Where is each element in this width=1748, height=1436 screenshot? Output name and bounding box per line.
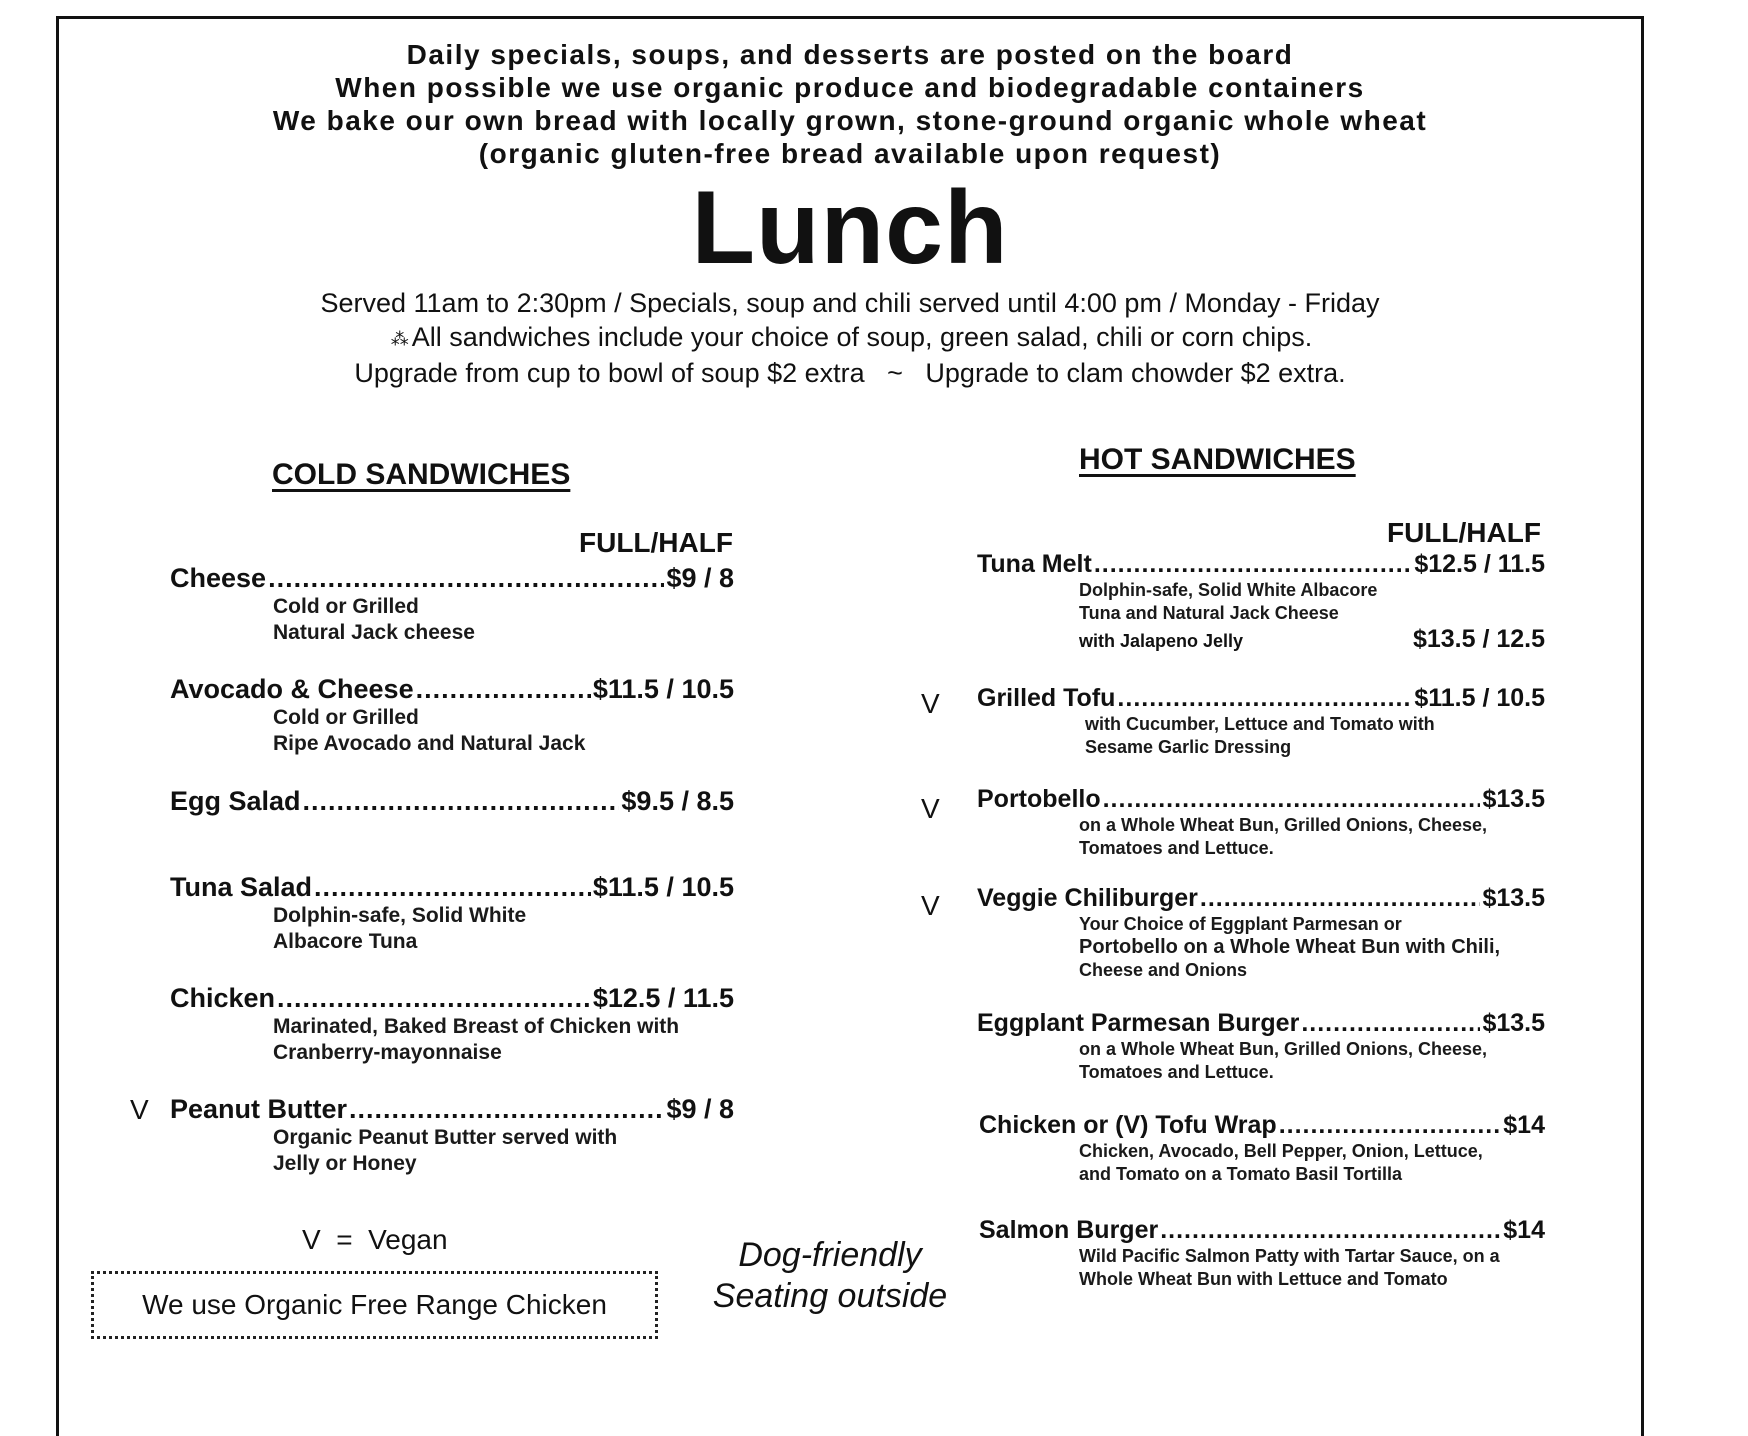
item-desc: Natural Jack cheese bbox=[273, 621, 475, 644]
item-price: $9.5 / 8.5 bbox=[621, 786, 734, 816]
item-desc: Jelly or Honey bbox=[273, 1152, 417, 1175]
item-price: $12.5 / 11.5 bbox=[592, 983, 734, 1013]
item-price: $14 bbox=[1503, 1216, 1545, 1244]
asterisk-icon: ⁂ bbox=[390, 328, 409, 349]
item-name: Grilled Tofu bbox=[977, 684, 1116, 712]
item-desc: Cold or Grilled bbox=[273, 595, 419, 618]
item-desc: Whole Wheat Bun with Lettuce and Tomato bbox=[1079, 1269, 1448, 1289]
item-name: Veggie Chiliburger bbox=[977, 884, 1198, 912]
note-line: Daily specials, soups, and desserts are posted on the board bbox=[406, 39, 1294, 70]
item-desc: on a Whole Wheat Bun, Grilled Onions, Cheese, bbox=[1079, 1039, 1488, 1059]
option-price: $13.5 / 12.5 bbox=[1412, 625, 1545, 653]
menu-item-salmon-burger bbox=[979, 1216, 1545, 1291]
item-price: $11.5 / 10.5 bbox=[592, 674, 734, 704]
item-name: Tuna Melt bbox=[977, 550, 1092, 578]
house-notes bbox=[56, 38, 1644, 170]
item-name: Tuna Salad bbox=[170, 872, 313, 902]
item-price: $13.5 bbox=[1482, 785, 1545, 813]
item-name: Portobello bbox=[977, 785, 1101, 813]
menu-item-eggplant-parmesan-burger bbox=[977, 1009, 1545, 1084]
item-desc: Portobello on a Whole Wheat Bun with Chili, bbox=[1079, 936, 1501, 958]
item-name: Peanut Butter bbox=[170, 1094, 348, 1124]
menu-item-tuna-melt bbox=[977, 550, 1545, 654]
leader-dots bbox=[1117, 684, 1412, 713]
menu-item-grilled-tofu bbox=[977, 684, 1545, 759]
item-desc: Cranberry-mayonnaise bbox=[273, 1041, 502, 1064]
item-desc: and Tomato on a Tomato Basil Tortilla bbox=[1079, 1164, 1403, 1184]
item-name: Cheese bbox=[170, 563, 267, 593]
service-sides-row bbox=[56, 320, 1644, 356]
service-sides: All sandwiches include your choice of soup, green salad, chili or corn chips. bbox=[411, 322, 1313, 352]
leader-dots bbox=[349, 1094, 664, 1125]
item-desc: Chicken, Avocado, Bell Pepper, Onion, Lettuce, bbox=[1079, 1141, 1483, 1161]
item-name: Egg Salad bbox=[170, 786, 301, 816]
leader-dots bbox=[416, 674, 591, 705]
page-title: Lunch bbox=[691, 170, 1009, 286]
item-desc: Albacore Tuna bbox=[273, 930, 418, 953]
item-desc: with Cucumber, Lettuce and Tomato with bbox=[1085, 714, 1435, 734]
leader-dots bbox=[1279, 1111, 1502, 1140]
item-price: $9 / 8 bbox=[666, 1094, 734, 1124]
cold-section-heading: COLD SANDWICHES bbox=[272, 458, 571, 491]
item-desc: Marinated, Baked Breast of Chicken with bbox=[273, 1015, 680, 1038]
item-desc: Cheese and Onions bbox=[1079, 960, 1248, 980]
item-price: $9 / 8 bbox=[666, 563, 734, 593]
vegan-marker: V bbox=[921, 688, 940, 719]
item-desc: Dolphin-safe, Solid White Albacore bbox=[1079, 580, 1378, 600]
vegan-marker: V bbox=[921, 793, 940, 824]
item-desc: Dolphin-safe, Solid White bbox=[273, 904, 527, 927]
service-info bbox=[56, 286, 1644, 390]
menu-item-veggie-chiliburger bbox=[977, 884, 1545, 982]
menu-item-chicken bbox=[170, 983, 734, 1066]
service-hours: Served 11am to 2:30pm / Specials, soup and chili served until 4:00 pm / Monday - Friday bbox=[320, 288, 1380, 318]
leader-dots bbox=[303, 786, 620, 817]
note-line: When possible we use organic produce and biodegradable containers bbox=[335, 72, 1365, 103]
item-price: $13.5 bbox=[1482, 1009, 1545, 1037]
service-upgrades: Upgrade from cup to bowl of soup $2 extra ~ Upgrade to clam chowder $2 extra. bbox=[354, 357, 1346, 388]
item-name: Eggplant Parmesan Burger bbox=[977, 1009, 1300, 1037]
item-desc: Wild Pacific Salmon Patty with Tartar Sauce, on a bbox=[1079, 1246, 1500, 1266]
item-price: $12.5 / 11.5 bbox=[1414, 550, 1545, 578]
item-desc: Your Choice of Eggplant Parmesan or bbox=[1079, 914, 1402, 934]
option-label: with Jalapeno Jelly bbox=[1079, 631, 1244, 651]
menu-item-chicken-tofu-wrap bbox=[979, 1111, 1545, 1186]
leader-dots bbox=[1094, 550, 1413, 579]
note-line: We bake our own bread with locally grown, stone-ground organic whole wheat bbox=[272, 105, 1428, 136]
leader-dots bbox=[1200, 884, 1481, 913]
leader-dots bbox=[268, 563, 664, 594]
menu-item-peanut-butter bbox=[170, 1094, 734, 1177]
item-name: Chicken or (V) Tofu Wrap bbox=[979, 1111, 1277, 1139]
hot-price-header: FULL/HALF bbox=[1387, 517, 1541, 548]
item-desc: Tomatoes and Lettuce. bbox=[1079, 1062, 1274, 1082]
item-name: Avocado & Cheese bbox=[170, 674, 414, 704]
cold-price-header: FULL/HALF bbox=[579, 527, 733, 558]
item-desc: on a Whole Wheat Bun, Grilled Onions, Cheese, bbox=[1079, 815, 1488, 835]
item-option bbox=[977, 625, 1545, 654]
item-price: $11.5 / 10.5 bbox=[1414, 684, 1545, 712]
vegan-marker: V bbox=[130, 1094, 149, 1125]
leader-dots bbox=[1301, 1009, 1480, 1038]
note-line: (organic gluten-free bread available upon request) bbox=[478, 138, 1222, 169]
menu-item-egg-salad bbox=[170, 786, 734, 817]
menu-item-tuna-salad bbox=[170, 872, 734, 955]
leader-dots bbox=[1160, 1216, 1501, 1245]
item-desc: Organic Peanut Butter served with bbox=[273, 1126, 618, 1149]
menu-item-portobello bbox=[977, 785, 1545, 860]
item-desc: Ripe Avocado and Natural Jack bbox=[273, 732, 586, 755]
item-desc: Tuna and Natural Jack Cheese bbox=[1079, 603, 1339, 623]
leader-dots bbox=[1103, 785, 1481, 814]
chicken-note: We use Organic Free Range Chicken bbox=[91, 1271, 658, 1339]
item-desc: Cold or Grilled bbox=[273, 706, 419, 729]
item-price: $13.5 bbox=[1482, 884, 1545, 912]
item-price: $11.5 / 10.5 bbox=[592, 872, 734, 902]
item-desc: Tomatoes and Lettuce. bbox=[1079, 838, 1274, 858]
vegan-marker: V bbox=[921, 890, 940, 921]
leader-dots bbox=[277, 983, 591, 1014]
menu-item-cheese bbox=[170, 563, 734, 646]
hot-section-heading: HOT SANDWICHES bbox=[1079, 443, 1356, 476]
item-price: $14 bbox=[1503, 1111, 1545, 1139]
item-name: Salmon Burger bbox=[979, 1216, 1159, 1244]
dog-note-line: Seating outside bbox=[712, 1277, 948, 1315]
leader-dots bbox=[314, 872, 591, 903]
item-name: Chicken bbox=[170, 983, 276, 1013]
vegan-legend: V = Vegan bbox=[302, 1224, 448, 1255]
item-desc: Sesame Garlic Dressing bbox=[1085, 737, 1292, 757]
menu-item-avocado-cheese bbox=[170, 674, 734, 757]
dog-note-line: Dog-friendly bbox=[738, 1236, 922, 1274]
dog-friendly-note bbox=[690, 1235, 970, 1317]
